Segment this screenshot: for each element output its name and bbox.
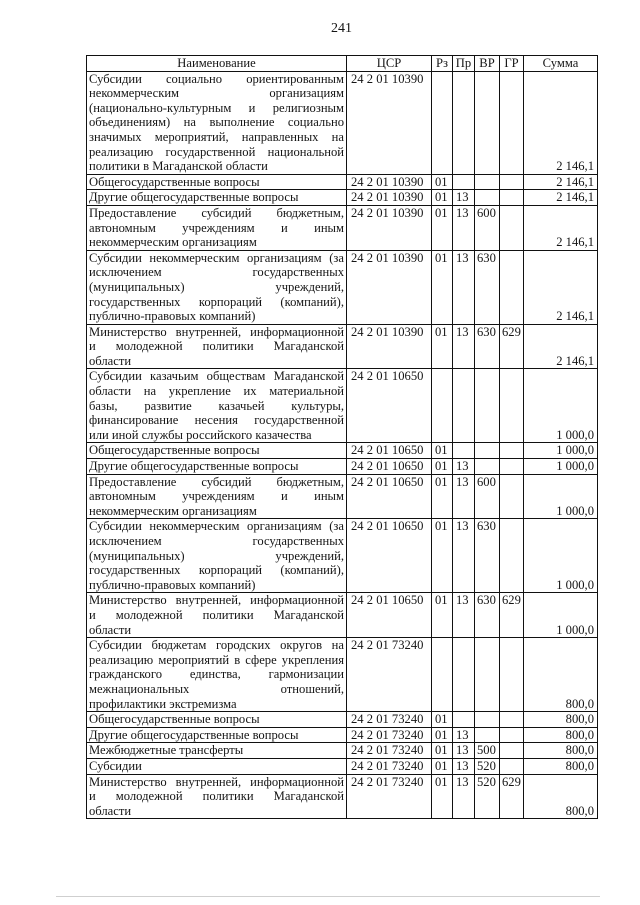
header-csr: ЦСР [347,56,432,72]
name-line: исключением государственных [89,534,344,548]
cell-gr [500,71,524,174]
name-line: Предоставление субсидий бюджетным, [89,474,344,489]
name-line: Предоставление субсидий бюджетным, [89,205,344,220]
name-line: (муниципальных) учреждений, [89,279,344,294]
cell-csr: 24 2 01 73240 [347,638,432,712]
name-line: государственных корпораций (компаний), [89,294,344,309]
table-row [87,712,598,728]
cell-vr [475,71,500,174]
cell-sum: 1 000,0 [524,459,598,475]
cell-rz: 01 [432,519,453,593]
name-line: межнациональных отношений, [89,681,344,696]
name-line: базы, развитие казачьей культуры, [89,398,344,413]
cell-gr [500,758,524,774]
name-line: Субсидии некоммерческим организациям (за [89,519,344,534]
cell-name [87,190,347,206]
cell-pr: 13 [453,593,475,638]
table-row [87,519,598,593]
cell-gr [500,519,524,593]
header-row [87,56,598,72]
cell-sum: 800,0 [524,638,598,712]
name-line: Межбюджетные трансферты [89,743,244,758]
name-line: и молодежной политики Магаданской [89,339,344,354]
cell-name [87,324,347,369]
cell-name [87,369,347,443]
cell-sum: 1 000,0 [524,593,598,638]
name-line: государственных корпораций (компаний), [89,563,344,578]
name-line: области на укрепление их материальной [89,384,344,399]
cell-csr: 24 2 01 10390 [347,174,432,190]
name-line: некоммерческим организациям [89,235,257,250]
cell-csr: 24 2 01 10650 [347,459,432,475]
cell-gr [500,474,524,519]
name-line: гражданского единства, гармонизации [89,667,344,682]
cell-vr: 520 [475,758,500,774]
cell-name [87,758,347,774]
table-row [87,474,598,519]
table-header [87,56,598,72]
name-line: реализацию мероприятий в сфере укрепления [89,652,344,667]
cell-csr: 24 2 01 73240 [347,743,432,759]
name-line: и молодежной политики Магаданской [89,607,344,622]
cell-csr: 24 2 01 10650 [347,369,432,443]
cell-pr: 13 [453,519,475,593]
cell-gr [500,174,524,190]
cell-csr: 24 2 01 73240 [347,774,432,819]
cell-pr: 13 [453,774,475,819]
cell-name [87,638,347,712]
table-row [87,638,598,712]
table-row [87,250,598,324]
cell-name [87,727,347,743]
cell-pr [453,174,475,190]
name-line: финансирование несения государственной [89,413,344,428]
cell-vr [475,712,500,728]
name-line: реализацию государственной национальной [89,144,344,159]
cell-rz: 01 [432,743,453,759]
cell-pr [453,638,475,712]
cell-name [87,474,347,519]
budget-table [86,55,598,819]
cell-csr: 24 2 01 10650 [347,519,432,593]
cell-csr: 24 2 01 73240 [347,758,432,774]
cell-rz [432,638,453,712]
cell-vr [475,174,500,190]
cell-name [87,71,347,174]
cell-sum: 1 000,0 [524,443,598,459]
name-line: некоммерческим организациям [89,503,257,518]
table-row [87,758,598,774]
cell-pr: 13 [453,758,475,774]
cell-pr: 13 [453,727,475,743]
name-line: Другие общегосударственные вопросы [89,459,299,474]
cell-sum: 2 146,1 [524,324,598,369]
cell-gr [500,459,524,475]
cell-rz: 01 [432,774,453,819]
table-row [87,727,598,743]
header-rz: Рз [432,56,453,72]
name-line: Субсидии [89,758,142,773]
cell-csr: 24 2 01 10390 [347,190,432,206]
cell-rz [432,71,453,174]
cell-sum: 800,0 [524,712,598,728]
cell-pr [453,71,475,174]
cell-csr: 24 2 01 10390 [347,205,432,250]
cell-name [87,205,347,250]
cell-gr: 629 [500,774,524,819]
name-line: области [89,353,132,368]
cell-name [87,443,347,459]
name-line: Другие общегосударственные вопросы [89,727,299,742]
cell-csr: 24 2 01 10650 [347,593,432,638]
cell-sum: 800,0 [524,774,598,819]
name-line: автономным учреждениям и иным [89,489,344,504]
cell-vr [475,727,500,743]
name-line: Субсидии бюджетам городских округов на [89,638,344,653]
header-vr: ВР [475,56,500,72]
table-row [87,205,598,250]
cell-sum: 2 146,1 [524,250,598,324]
cell-rz: 01 [432,758,453,774]
cell-vr: 520 [475,774,500,819]
cell-rz: 01 [432,174,453,190]
name-line: автономным учреждениям и иным [89,220,344,235]
cell-gr [500,250,524,324]
header-sum: Сумма [524,56,598,72]
cell-name [87,743,347,759]
cell-gr [500,712,524,728]
cell-vr: 600 [475,205,500,250]
cell-gr: 629 [500,593,524,638]
cell-pr: 13 [453,324,475,369]
cell-rz: 01 [432,250,453,324]
cell-rz: 01 [432,727,453,743]
cell-pr: 13 [453,190,475,206]
cell-gr [500,443,524,459]
cell-csr: 24 2 01 10650 [347,443,432,459]
cell-name [87,459,347,475]
cell-name [87,519,347,593]
cell-csr: 24 2 01 73240 [347,712,432,728]
cell-vr [475,369,500,443]
cell-rz [432,369,453,443]
cell-sum: 1 000,0 [524,369,598,443]
cell-sum: 2 146,1 [524,174,598,190]
name-line: политики в Магаданской области [89,159,268,174]
table-row [87,593,598,638]
name-line: Общегосударственные вопросы [89,443,260,458]
cell-pr [453,443,475,459]
name-line: профилактики экстремизма [89,696,237,711]
name-line: и молодежной политики Магаданской [89,789,344,804]
name-line: (муниципальных) учреждений, [89,548,344,563]
cell-vr: 600 [475,474,500,519]
cell-gr [500,743,524,759]
cell-gr [500,638,524,712]
scan-edge-line [56,896,600,897]
name-line: исключением государственных [89,265,344,280]
name-line: Общегосударственные вопросы [89,174,260,189]
cell-gr [500,205,524,250]
cell-rz: 01 [432,459,453,475]
name-line: Другие общегосударственные вопросы [89,190,299,205]
name-line: объединениям) на выполнение социально [89,115,344,130]
cell-rz: 01 [432,205,453,250]
cell-pr: 13 [453,205,475,250]
cell-vr: 630 [475,250,500,324]
cell-rz: 01 [432,190,453,206]
cell-gr [500,727,524,743]
name-line: области [89,622,132,637]
cell-csr: 24 2 01 10390 [347,71,432,174]
cell-vr [475,638,500,712]
name-line: Министерство внутренней, информационной [89,774,344,789]
name-line: Общегосударственные вопросы [89,712,260,727]
table-row [87,324,598,369]
cell-vr: 630 [475,324,500,369]
cell-pr: 13 [453,474,475,519]
table-row [87,174,598,190]
cell-rz: 01 [432,443,453,459]
cell-vr [475,190,500,206]
cell-pr [453,712,475,728]
cell-sum: 800,0 [524,758,598,774]
cell-name [87,250,347,324]
table-row [87,71,598,174]
table-row [87,774,598,819]
cell-csr: 24 2 01 10650 [347,474,432,519]
cell-vr: 630 [475,519,500,593]
cell-sum: 2 146,1 [524,205,598,250]
name-line: (национально-культурным и религиозным [89,100,344,115]
cell-sum: 1 000,0 [524,474,598,519]
name-line: Министерство внутренней, информационной [89,324,344,339]
cell-sum: 800,0 [524,727,598,743]
cell-csr: 24 2 01 10390 [347,250,432,324]
table-row [87,190,598,206]
cell-gr [500,369,524,443]
cell-gr [500,190,524,206]
cell-csr: 24 2 01 10390 [347,324,432,369]
name-line: публично-правовых компаний) [89,577,256,592]
cell-rz: 01 [432,712,453,728]
cell-name [87,712,347,728]
name-line: области [89,803,132,818]
budget-table-body [87,71,598,819]
name-line: Субсидии казачьим обществам Магаданской [89,369,344,384]
cell-sum: 2 146,1 [524,190,598,206]
cell-csr: 24 2 01 73240 [347,727,432,743]
cell-sum: 2 146,1 [524,71,598,174]
header-name: Наименование [87,56,347,72]
name-line: Субсидии социально ориентированным [89,71,344,86]
cell-vr [475,459,500,475]
table-row [87,459,598,475]
cell-rz: 01 [432,593,453,638]
cell-name [87,593,347,638]
cell-vr: 500 [475,743,500,759]
cell-pr: 13 [453,743,475,759]
name-line: некоммерческим организациям [89,86,344,101]
table-row [87,369,598,443]
table-row [87,743,598,759]
name-line: Министерство внутренней, информационной [89,593,344,608]
cell-rz: 01 [432,324,453,369]
name-line: или иной службы российского казачества [89,427,312,442]
name-line: значимых мероприятий, направленных на [89,129,344,144]
name-line: публично-правовых компаний) [89,309,256,324]
header-pr: Пр [453,56,475,72]
cell-name [87,774,347,819]
cell-vr [475,443,500,459]
header-gr: ГР [500,56,524,72]
cell-pr: 13 [453,250,475,324]
page-number: 241 [331,21,352,36]
cell-name [87,174,347,190]
cell-sum: 1 000,0 [524,519,598,593]
cell-pr [453,369,475,443]
name-line: Субсидии некоммерческим организациям (за [89,250,344,265]
table-row [87,443,598,459]
cell-gr: 629 [500,324,524,369]
cell-pr: 13 [453,459,475,475]
cell-rz: 01 [432,474,453,519]
cell-vr: 630 [475,593,500,638]
cell-sum: 800,0 [524,743,598,759]
